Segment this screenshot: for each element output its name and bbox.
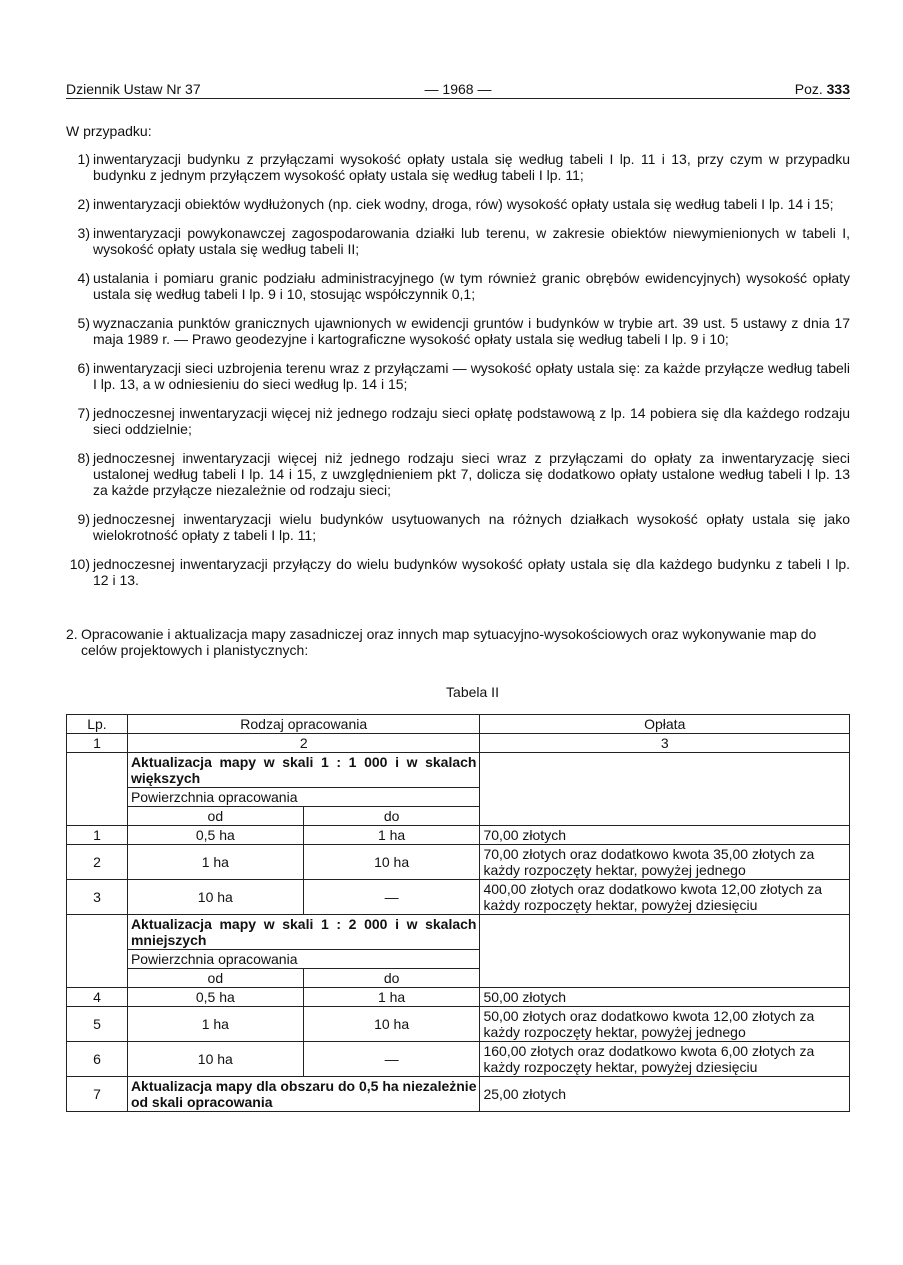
table-row [67,988,850,1007]
row-od: 10 ha [127,1042,303,1077]
table-row [67,880,850,915]
od-label: od [127,807,303,826]
position-value: 333 [826,81,850,97]
list-item-number: 9) [77,511,90,527]
row-lp: 1 [67,826,128,845]
section-number: 2. [66,626,78,642]
row-fee: 70,00 złotych [480,826,850,845]
list-item [66,315,850,347]
fee-table [66,714,850,1112]
list-item [66,405,850,437]
list-item-text: jednoczesnej inwentaryzacji więcej niż jednego rodzaju sieci opłatę podstawową z lp. 14 pobiera się dla każdego rodzaju sieci oddzielnie; [93,405,850,437]
table-row [67,1042,850,1077]
list-item-number: 3) [77,225,90,241]
list-item [66,196,850,212]
row-od: 1 ha [127,1007,303,1042]
journal-title: Dziennik Ustaw Nr 37 [66,81,201,97]
do-label: do [303,807,480,826]
header-rodzaj: Rodzaj opracowania [127,715,480,734]
row-do: — [303,1042,480,1077]
empty-cell [67,915,128,988]
group-title: Aktualizacja mapy w skali 1 : 2 000 i w skalach mniejszych [127,915,480,950]
row-lp: 4 [67,988,128,1007]
list-item-number: 7) [77,405,90,421]
table-row [67,845,850,880]
list-item-text: jednoczesnej inwentaryzacji wielu budynków usytuowanych na różnych działkach wysokość opłaty ustala się jako wielokrotność opłaty z tabeli I lp. 11; [93,511,850,543]
list-item-text: jednoczesnej inwentaryzacji więcej niż jednego rodzaju sieci wraz z przyłączami do opłaty za inwentaryzację sieci ustalonej według tabeli I lp. 14 i 15, z uwzględnieniem pkt 7, dolicza się dodatkowo opłaty ustalone według tabeli I lp. 13 za każde przyłącze niezależnie od rodzaju sieci; [93,450,850,498]
list-item [66,556,850,588]
list-item [66,151,850,183]
row-lp: 7 [67,1077,128,1112]
empty-cell [480,915,850,988]
do-label: do [303,969,480,988]
list-item [66,511,850,543]
group-title: Aktualizacja mapy w skali 1 : 1 000 i w skalach większych [127,753,480,788]
row-do: 10 ha [303,1007,480,1042]
header-oplata: Opłata [480,715,850,734]
row-od: 10 ha [127,880,303,915]
list-item [66,225,850,257]
od-label: od [127,969,303,988]
list-item-number: 8) [77,450,90,466]
row-fee: 25,00 złotych [480,1077,850,1112]
row-od: 1 ha [127,845,303,880]
list-item [66,360,850,392]
position-number [795,81,850,97]
list-item-text: inwentaryzacji powykonawczej zagospodarowania działki lub terenu, w zakresie obiektów niewymienionych w tabeli I, wysokość opłaty ustala się według tabeli II; [93,225,850,257]
list-item-text: ustalania i pomiaru granic podziału administracyjnego (w tym również granic obrębów ewidencyjnych) wysokość opłaty ustala się według tabeli I lp. 9 i 10, stosując współczynnik 0,1; [93,270,850,302]
table-title: Tabela II [446,684,499,700]
list-item-number: 4) [77,270,90,286]
row-description: Aktualizacja mapy dla obszaru do 0,5 ha niezależnie od skali opracowania [127,1077,480,1112]
header-lp: Lp. [67,715,128,734]
page-number: — 1968 — [424,81,492,97]
empty-cell [480,753,850,826]
section-2-paragraph [66,626,850,658]
area-label: Powierzchnia opracowania [127,950,480,969]
position-prefix: Poz. [794,81,823,97]
case-list [66,151,850,588]
group-title-row [67,915,850,950]
list-item-number: 6) [77,360,90,376]
group-title-row [67,753,850,788]
empty-cell [67,753,128,826]
list-item-text: inwentaryzacji budynku z przyłączami wysokość opłaty ustala się według tabeli I lp. 11 i 13, przy czym w przypadku budynku z jednym przyłączem wysokość opłaty ustala się według tabeli I lp. 11; [93,151,850,183]
table-row [67,1077,850,1112]
page-header [66,78,850,99]
row-od: 0,5 ha [127,826,303,845]
list-item-text: jednoczesnej inwentaryzacji przyłączy do wielu budynków wysokość opłaty ustala się dla każdego budynku z tabeli I lp. 12 i 13. [93,556,850,588]
list-item-text: wyznaczania punktów granicznych ujawnionych w ewidencji gruntów i budynków w trybie art. 39 ust. 5 ustawy z dnia 17 maja 1989 r. — Prawo geodezyjne i kartograficzne wysokość opłaty ustala się według tabeli I lp. 9 i 10; [93,315,850,347]
document-page [66,78,850,1112]
intro-text: W przypadku: [66,123,152,139]
row-fee: 160,00 złotych oraz dodatkowo kwota 6,00 złotych za każdy rozpoczęty hektar, powyżej dziesięciu [480,1042,850,1077]
row-lp: 6 [67,1042,128,1077]
list-item-text: inwentaryzacji sieci uzbrojenia terenu wraz z przyłączami — wysokość opłaty ustala się: za każde przyłącze według tabeli I lp. 13, a w odniesieniu do sieci według lp. 14 i 15; [93,360,850,392]
row-od: 0,5 ha [127,988,303,1007]
list-item [66,450,850,498]
column-number: 1 [67,734,128,753]
area-label: Powierzchnia opracowania [127,788,480,807]
row-lp: 5 [67,1007,128,1042]
table-row [67,826,850,845]
table-header-row [67,715,850,734]
list-item-number: 1) [77,151,90,167]
row-do: 10 ha [303,845,480,880]
row-do: — [303,880,480,915]
list-item-number: 5) [77,315,90,331]
list-item-number: 10) [69,556,90,572]
row-fee: 50,00 złotych [480,988,850,1007]
row-do: 1 ha [303,988,480,1007]
table-row [67,1007,850,1042]
row-do: 1 ha [303,826,480,845]
list-item [66,270,850,302]
row-fee: 70,00 złotych oraz dodatkowo kwota 35,00 złotych za każdy rozpoczęty hektar, powyżej jednego [480,845,850,880]
list-item-text: inwentaryzacji obiektów wydłużonych (np. ciek wodny, droga, rów) wysokość opłaty ustala się według tabeli I lp. 14 i 15; [93,196,834,212]
row-lp: 3 [67,880,128,915]
section-text: Opracowanie i aktualizacja mapy zasadniczej oraz innych map sytuacyjno-wysokościowych oraz wykonywanie map do celów projektowych i planistycznych: [81,626,817,658]
column-number: 2 [127,734,480,753]
column-number: 3 [480,734,850,753]
row-fee: 400,00 złotych oraz dodatkowo kwota 12,00 złotych za każdy rozpoczęty hektar, powyżej dziesięciu [480,880,850,915]
table-number-row [67,734,850,753]
row-fee: 50,00 złotych oraz dodatkowo kwota 12,00 złotych za każdy rozpoczęty hektar, powyżej jednego [480,1007,850,1042]
list-item-number: 2) [77,196,90,212]
row-lp: 2 [67,845,128,880]
